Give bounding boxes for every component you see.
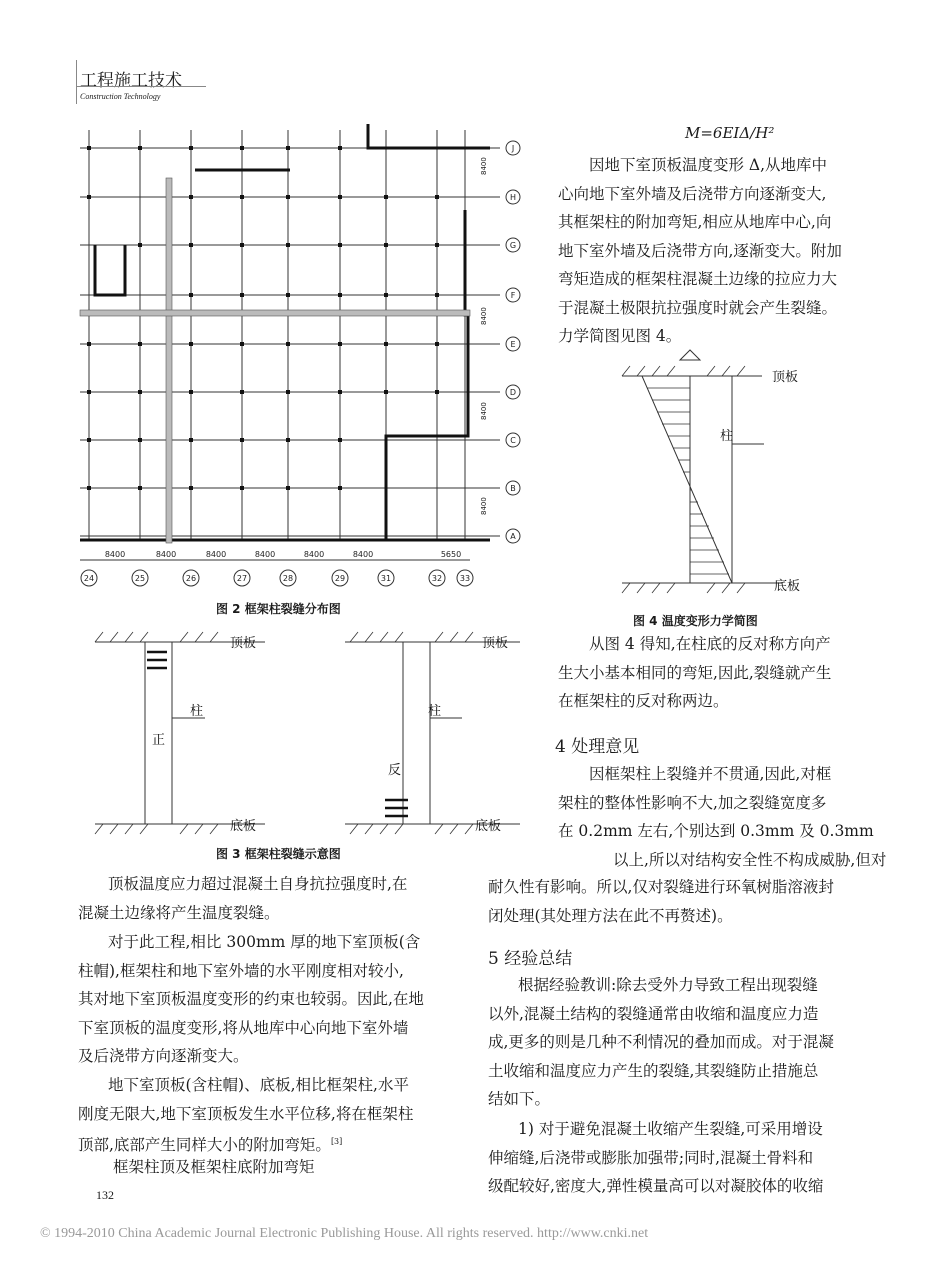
text-line: 混凝土边缘将产生温度裂缝。 (78, 903, 280, 922)
text-line: 根据经验教训:除去受外力导致工程出现裂缝 (518, 976, 818, 994)
axis-number: 26 (185, 574, 197, 583)
fig3-bottom-label-left: 底板 (230, 819, 257, 834)
axis-letter: C (510, 436, 516, 445)
text-line: 从图 4 得知,在柱底的反对称方向产 (589, 635, 831, 653)
figure-2-caption: 图 2 框架柱裂缝分布图 (216, 602, 341, 616)
text-line: 土收缩和温度应力产生的裂缝,其裂缝防止措施总 (488, 1061, 819, 1080)
axis-number: 25 (134, 574, 146, 583)
axis-letter: E (510, 340, 516, 349)
dimension-label: 8400 (352, 550, 374, 559)
axis-letter: A (510, 532, 516, 541)
dimension-label: 8400 (155, 550, 177, 559)
copyright-footer: © 1994-2010 China Academic Journal Electronic Publishing House. All rights reserved. http://www.cnki.net (40, 1226, 649, 1241)
dimension-label: 8400 (480, 307, 488, 325)
fig4-bottom-label: 底板 (774, 579, 801, 594)
text-line: 1) 对于避免混凝土收缩产生裂缝,可采用增设 (518, 1120, 823, 1138)
fig3-column-label-left: 柱 (190, 704, 204, 719)
section-5-heading: 5 经验总结 (488, 949, 573, 969)
axis-letter: B (510, 484, 516, 493)
text-line: 耐久性有影响。所以,仅对裂缝进行环氧树脂溶液封 (488, 878, 834, 896)
section-4-heading: 4 处理意见 (555, 737, 640, 757)
bottom-right-paragraph-1 (488, 873, 868, 930)
text-line: 以上,所以对结构安全性不构成威胁,但对 (613, 850, 887, 869)
axis-number: 29 (334, 574, 346, 583)
right-paragraph-1 (558, 151, 866, 351)
journal-subtitle: Construction Technology (80, 92, 161, 101)
left-paragraph-2 (78, 928, 458, 1071)
text-line: 因框架柱上裂缝并不贯通,因此,对框 (589, 765, 832, 783)
fig3-bottom-label-right: 底板 (475, 819, 502, 834)
right-paragraph-3 (558, 760, 887, 874)
bottom-right-paragraph-3 (488, 1115, 868, 1201)
text-line: 及后浇带方向逐渐变大。 (78, 1047, 249, 1065)
text-line: 伸缩缝,后浇带或膨胀加强带;同时,混凝土骨料和 (488, 1148, 814, 1167)
text-line: 结如下。 (488, 1090, 551, 1108)
dimension-label: 8400 (205, 550, 227, 559)
page-number: 132 (96, 1188, 114, 1202)
dimension-label: 8400 (254, 550, 276, 559)
citation-ref: [3] (330, 1137, 343, 1146)
right-paragraph-2 (558, 630, 866, 716)
axis-number: 31 (380, 574, 392, 583)
fig3-fan-label: 反 (388, 763, 402, 778)
axis-letter: H (509, 193, 517, 202)
text-line: 其框架柱的附加弯矩,相应从地库中心,向 (558, 213, 832, 231)
text-line: 以外,混凝土结构的裂缝通常由收缩和温度应力造 (488, 1004, 819, 1023)
text-line: 弯矩造成的框架柱混凝土边缘的拉应力大 (558, 270, 838, 288)
axis-number: 33 (459, 574, 471, 583)
fig4-top-label: 顶板 (772, 370, 799, 385)
text-line: 架柱的整体性影响不大,加之裂缝宽度多 (558, 793, 827, 812)
fig3-zheng-label: 正 (152, 733, 166, 748)
text-line: 对于此工程,相比 300mm 厚的地下室顶板(含 (108, 933, 421, 951)
axis-letter: F (510, 291, 516, 300)
text-line: 下室顶板的温度变形,将从地库中心向地下室外墙 (78, 1018, 409, 1037)
text-line: 地下室外墙及后浇带方向,逐渐变大。附加 (558, 241, 842, 260)
text-line: 在 0.2mm 左右,个别达到 0.3mm 及 0.3mm (558, 822, 874, 840)
axis-number: 32 (431, 574, 443, 583)
text-line: 级配较好,密度大,弹性模量高可以对凝胶体的收缩 (488, 1177, 824, 1195)
header-divider (76, 86, 206, 87)
dimension-label: 5650 (440, 550, 462, 559)
axis-number: 24 (83, 574, 95, 583)
text-line: 生大小基本相同的弯矩,因此,裂缝就产生 (558, 663, 832, 682)
axis-letter: G (509, 241, 517, 250)
text-line: 闭处理(其处理方法在此不再赘述)。 (488, 906, 733, 925)
text-line: 在框架柱的反对称两边。 (558, 692, 729, 710)
figure-3-crack-schematic (90, 628, 530, 838)
dimension-label: 8400 (303, 550, 325, 559)
bottom-right-paragraph-2 (488, 971, 868, 1114)
axis-letter: J (511, 144, 515, 153)
fig3-column-label-right: 柱 (428, 704, 442, 719)
text-line: 成,更多的则是几种不利情况的叠加而成。对于混凝 (488, 1033, 834, 1051)
text-line: 于混凝土极限抗拉强度时就会产生裂缝。 (558, 298, 838, 317)
left-paragraph-4: 框架柱顶及框架柱底附加弯矩 (113, 1158, 315, 1176)
header-divider-vertical (76, 60, 77, 104)
figure-4-caption: 图 4 温度变形力学简图 (633, 614, 758, 628)
fig3-top-label-left: 顶板 (230, 636, 257, 651)
figure-4-temperature-diagram (612, 346, 822, 611)
figure-2-floor-plan (70, 120, 530, 600)
fig3-top-label-right: 顶板 (482, 636, 509, 651)
left-paragraph-3 (78, 1071, 458, 1160)
journal-title: 工程施工技术 (80, 71, 182, 91)
left-paragraph-1 (78, 870, 458, 927)
dimension-label: 8400 (480, 157, 488, 175)
text-line: 顶板温度应力超过混凝土自身抗拉强度时,在 (108, 875, 408, 893)
dimension-label: 8400 (104, 550, 126, 559)
figure-3-caption: 图 3 框架柱裂缝示意图 (216, 847, 341, 861)
text-line: 柱帽),框架柱和地下室外墙的水平刚度相对较小, (78, 961, 404, 980)
axis-letter: D (509, 388, 517, 397)
text-line: 力学简图见图 4。 (558, 327, 682, 345)
dimension-label: 8400 (480, 402, 488, 420)
text-line: 顶部,底部产生同样大小的附加弯矩。 (78, 1136, 331, 1155)
text-line: 因地下室顶板温度变形 Δ,从地库中 (589, 156, 828, 174)
fig4-column-label: 柱 (720, 429, 734, 444)
text-line: 心向地下室外墙及后浇带方向逐渐变大, (558, 184, 827, 203)
axis-number: 28 (282, 574, 294, 583)
text-line: 刚度无限大,地下室顶板发生水平位移,将在框架柱 (78, 1104, 414, 1123)
moment-formula: M=6EIΔ/H² (685, 124, 775, 142)
axis-number: 27 (236, 574, 248, 583)
text-line: 地下室顶板(含柱帽)、底板,相比框架柱,水平 (108, 1076, 409, 1094)
text-line: 其对地下室顶板温度变形的约束也较弱。因此,在地 (78, 990, 424, 1008)
dimension-label: 8400 (480, 497, 488, 515)
